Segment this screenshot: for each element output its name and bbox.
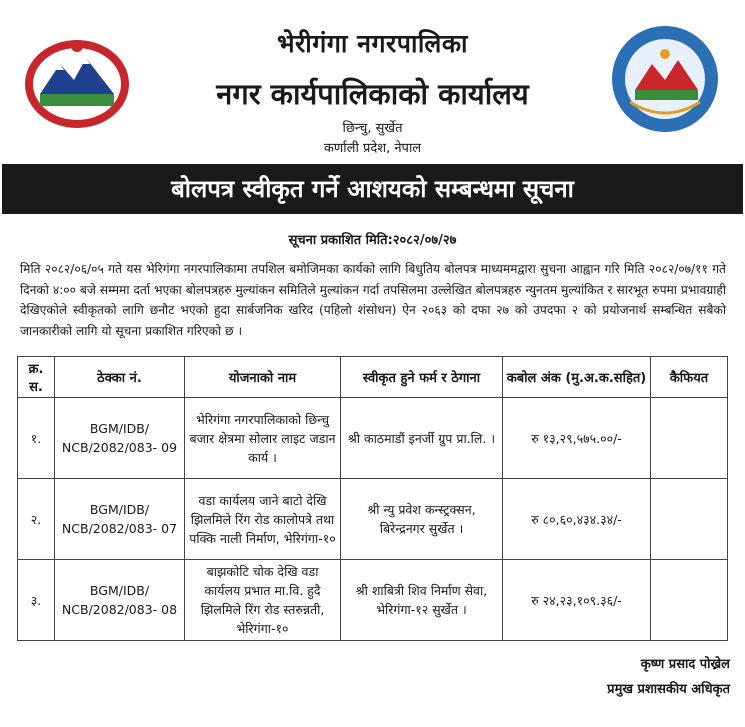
cell-firm: श्री शाबित्री शिव निर्माण सेवा, भेरिगंगा-१२ सुर्खेत । — [341, 560, 503, 641]
address-line-1: छिन्चु, सुर्खेत — [342, 121, 403, 136]
cell-amount: रु १३,२९,५७५.००/- — [503, 398, 651, 479]
col-header-contract: ठेक्का नं. — [55, 357, 185, 398]
table-header-row — [18, 357, 728, 398]
table-row — [18, 560, 728, 641]
cell-sn: १. — [18, 398, 55, 479]
notice-title-banner: बोलपत्र स्वीकृत गर्ने आशयको सम्बन्धमा सूचना — [2, 164, 743, 214]
header — [0, 0, 745, 160]
cell-remarks — [651, 398, 728, 479]
cell-remarks — [651, 479, 728, 560]
cell-sn: ३. — [18, 560, 55, 641]
contract-table — [17, 356, 728, 641]
col-header-firm: स्वीकृत हुने फर्म र ठेगाना — [341, 357, 503, 398]
cell-sn: २. — [18, 479, 55, 560]
municipality-logo-icon — [610, 24, 720, 134]
cell-remarks — [651, 560, 728, 641]
municipality-name: भेरीगंगा नगरपालिका — [276, 29, 469, 58]
cell-contract: BGM/IDB/ NCB/2082/083- 08 — [55, 560, 185, 641]
address-line-2: कर्णाली प्रदेश, नेपाल — [323, 141, 422, 156]
cell-contract: BGM/IDB/ NCB/2082/083- 07 — [55, 479, 185, 560]
publish-date: सूचना प्रकाशित मिति:२०८२/०७/२७ — [288, 233, 457, 248]
col-header-remarks: कैफियत — [651, 357, 728, 398]
notice-body: मिति २०८२/०६/०५ गते यस भेरिगंगा नगरपालिकामा तपशिल बमोजिमका कार्यको लागि बिधुतिय बोलपत्र माध्यममद्वारा सुचना आह्वान गरि मिति २०८२/०७/११ गते दिनको ४:०० बजे सम्ममा दर्ता भएका बोलपत्रहरु मुल्यांकन समितिले मुल्यांकन गर्दा तपसिलमा उल्लेखित बोलपत्रहरु न्युनतम मुल्यांकित र सारभूत रुपमा प्रभावग्राही देखिएकोले स्वीकृतको लागि छनौट भएको हुदा सार्बजनिक खरिद (पहिलो शंसोधन) ऐन २०६३ को दफा २७ को उपदफा २ को प्रयोजनार्थ सम्बन्धित सबैको जानकारीको लागि यो सूचना प्रकाशित गरिएको छ । — [20, 262, 726, 338]
signatory-name: कृष्ण प्रसाद पोख्रेल — [640, 657, 730, 672]
cell-contract: BGM/IDB/ NCB/2082/083- 09 — [55, 398, 185, 479]
signatory-designation: प्रमुख प्रशासकीय अधिकृत — [607, 682, 730, 697]
col-header-plan: योजनाको नाम — [185, 357, 341, 398]
cell-amount: रु २४,२३,१०९.३६/- — [503, 560, 651, 641]
cell-plan: भेरिगंगा नगरपालिकाको छिन्चु बजार क्षेत्रमा सोलार लाइट जडान कार्य । — [185, 398, 341, 479]
table-row — [18, 479, 728, 560]
cell-amount: रु ८०,६०,४३४.३४/- — [503, 479, 651, 560]
cell-firm: श्री न्यु प्रवेश कन्स्ट्रक्सन, बिरेन्द्रनगर सुर्खेत । — [341, 479, 503, 560]
cell-plan: वडा कार्यलय जाने बाटो देखि झिलमिले रिंग रोड कालोपत्रे तथा पक्कि नाली निर्माण, भेरिगंगा-१० — [185, 479, 341, 560]
office-name: नगर कार्यपालिकाको कार्यालय — [216, 77, 529, 111]
table-row — [18, 398, 728, 479]
cell-firm: श्री काठमाडौं इनर्जी ग्रुप प्रा.लि. । — [341, 398, 503, 479]
col-header-amount: कबोल अंक (मु.अ.क.सहित) — [503, 357, 651, 398]
cell-plan: बाझकोटि चोक देखि वडा कार्यलय प्रभात मा.वि. हुदै झिलमिले रिंग रोड स्तरुन्नती, भेरिगंगा-१० — [185, 560, 341, 641]
col-header-sn: क्र. स. — [18, 357, 55, 398]
